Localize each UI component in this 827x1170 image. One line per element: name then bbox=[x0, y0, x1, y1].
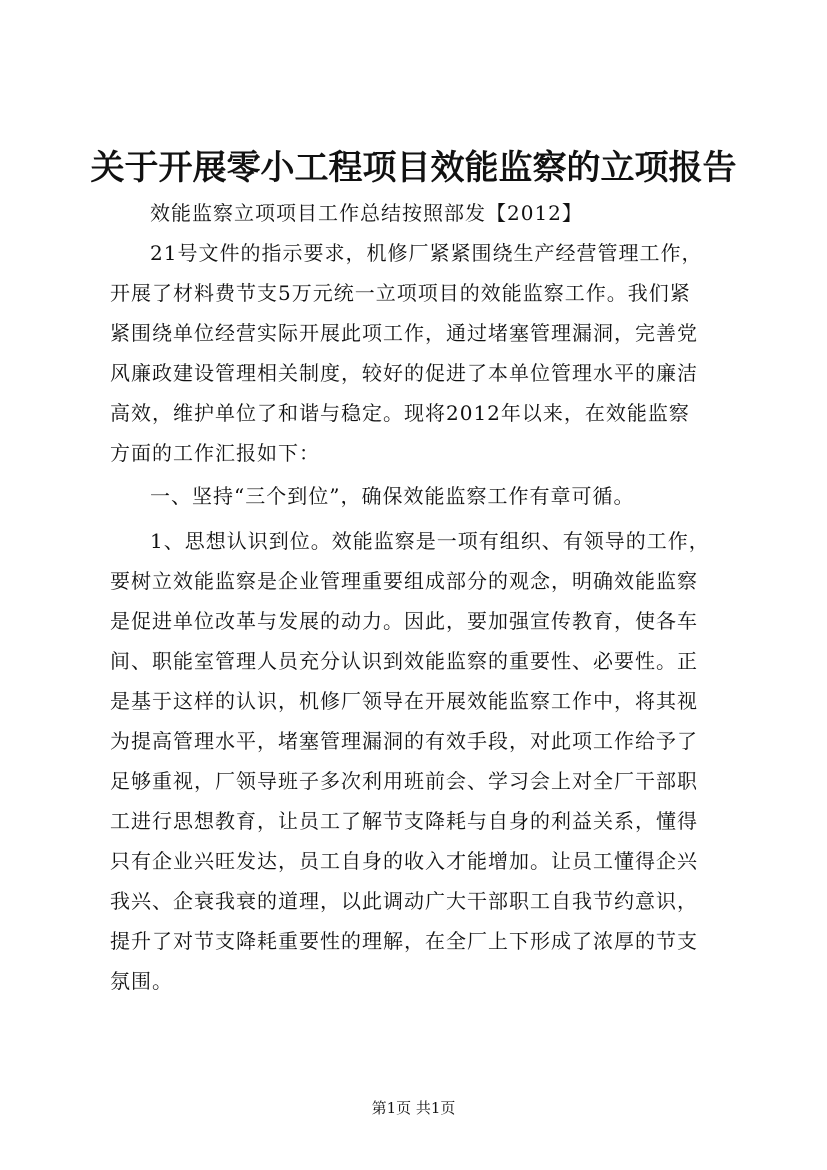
paragraph-line: 风廉政建设管理相关制度，较好的促进了本单位管理水平的廉洁 bbox=[110, 361, 698, 385]
paragraph-line: 方面的工作汇报如下： bbox=[110, 441, 320, 465]
paragraph-line: 提升了对节支降耗重要性的理解，在全厂上下形成了浓厚的节支 bbox=[110, 929, 698, 953]
paragraph-line: 氛围。 bbox=[110, 969, 173, 993]
paragraph-line: 高效，维护单位了和谐与稳定。现将2012年以来，在效能监察 bbox=[110, 401, 690, 425]
paragraph-line: 21号文件的指示要求，机修厂紧紧围绕生产经营管理工作， bbox=[150, 241, 703, 265]
paragraph-line: 是基于这样的认识，机修厂领导在开展效能监察工作中，将其视 bbox=[110, 689, 698, 713]
paragraph-line: 效能监察立项项目工作总结按照部发【2012】 bbox=[150, 201, 583, 225]
paragraph-line: 紧围绕单位经营实际开展此项工作，通过堵塞管理漏洞，完善党 bbox=[110, 321, 698, 345]
paragraph-line: 我兴、企衰我衰的道理，以此调动广大干部职工自我节约意识， bbox=[110, 889, 698, 913]
document-title: 关于开展零小工程项目效能监察的立项报告 bbox=[90, 148, 737, 188]
paragraph-line: 开展了材料费节支5万元统一立项项目的效能监察工作。我们紧 bbox=[110, 281, 691, 305]
paragraph-line: 工进行思想教育，让员工了解节支降耗与自身的利益关系，懂得 bbox=[110, 809, 698, 833]
paragraph-line: 间、职能室管理人员充分认识到效能监察的重要性、必要性。正 bbox=[110, 649, 698, 673]
paragraph-line: 1、思想认识到位。效能监察是一项有组织、有领导的工作， bbox=[150, 529, 710, 553]
page-footer: 第1页 共1页 bbox=[371, 1099, 456, 1117]
paragraph-line: 只有企业兴旺发达，员工自身的收入才能增加。让员工懂得企兴 bbox=[110, 849, 698, 873]
paragraph-line: 是促进单位改革与发展的动力。因此，要加强宣传教育，使各车 bbox=[110, 609, 698, 633]
paragraph-line: 为提高管理水平，堵塞管理漏洞的有效手段，对此项工作给予了 bbox=[110, 729, 698, 753]
paragraph-line: 足够重视，厂领导班子多次利用班前会、学习会上对全厂干部职 bbox=[110, 769, 698, 793]
section-heading: 一、坚持“三个到位”，确保效能监察工作有章可循。 bbox=[150, 484, 635, 508]
paragraph-line: 要树立效能监察是企业管理重要组成部分的观念，明确效能监察 bbox=[110, 569, 698, 593]
